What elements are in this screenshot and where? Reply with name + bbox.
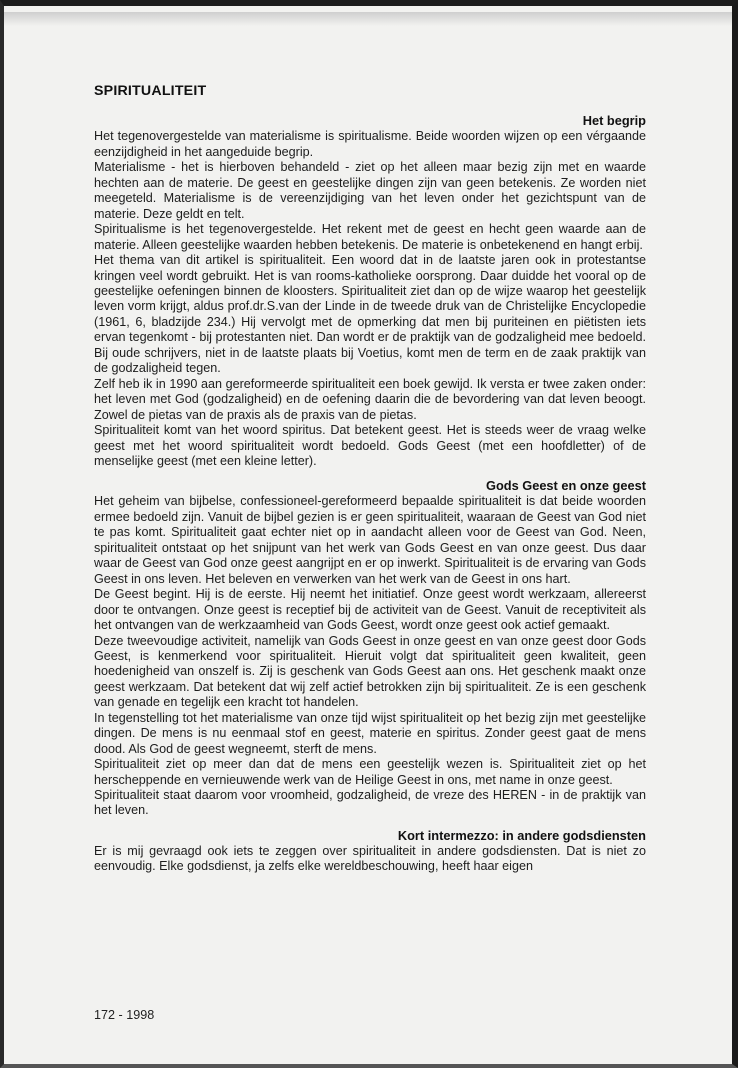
- paragraph: Het tegenovergestelde van materialisme is spiritualisme. Beide woorden wijzen op een vérgaande eenzijdigheid in het aangeduide begrip.: [94, 129, 646, 159]
- paragraph: Deze tweevoudige activiteit, namelijk van Gods Geest in onze geest en van onze geest door Gods Geest, is kenmerkend voor spiritualiteit. Hieruit volgt dat spiritualiteit geen kwaliteit, geen hoedenigheid van onszelf is. Zij is geschenk van Gods Geest aan ons. Het geschenk maakt onze geest werkzaam. Dat betekent dat wij zelf actief betrokken zijn bij spiritualiteit. Ze is een geschenk van genade en tegelijk een kracht tot handelen.: [94, 633, 646, 710]
- paragraph: Het thema van dit artikel is spiritualiteit. Een woord dat in de laatste jaren ook in protestantse kringen veel wordt gebruikt. Het is van rooms-katholieke oorsprong. Daar duidde het vooral op de geestelijke oefeningen binnen de kloosters. Spiritualiteit ziet dan op de wijze waarop het geestelijk leven vorm krijgt, aldus prof.dr.S.van der Linde in de tweede druk van de Christelijke Encyclopedie (1961, 6, bladzijde 234.) Hij vervolgt met de opmerking dat men bij puriteinen en piëtisten iets ervan tegenkomt - bij protestanten niet. Dan wordt er de praktijk van de godzaligheid mee bedoeld. Bij oude schrijvers, niet in de laatste plaats bij Voetius, komt men de term en de zaak praktijk van de godzaligheid tegen.: [94, 253, 646, 376]
- paragraph: Spiritualisme is het tegenovergestelde. Het rekent met de geest en hecht geen waarde aan de materie. Alleen geestelijke waarden hebben betekenis. De materie is onbetekenend en hangt erbij.: [94, 222, 646, 252]
- scan-shadow: [4, 12, 732, 26]
- page-number: 172 - 1998: [94, 1008, 155, 1022]
- paragraph: Spiritualiteit staat daarom voor vroomheid, godzaligheid, de vreze des HEREN - in de praktijk van het leven.: [94, 788, 646, 818]
- section-heading: Kort intermezzo: in andere godsdiensten: [397, 827, 646, 843]
- section-kort-intermezzo: [94, 828, 646, 875]
- section-het-begrip: [94, 113, 646, 469]
- paragraph: Spiritualiteit ziet op meer dan dat de mens een geestelijk wezen is. Spiritualiteit ziet op het herscheppende en vernieuwende werk van de Heilige Geest in ons, met name in onze geest.: [94, 757, 646, 787]
- paragraph: Zelf heb ik in 1990 aan gereformeerde spiritualiteit een boek gewijd. Ik versta er twee zaken onder: het leven met God (godzaligheid) en de oefening daarin die de bevordering van dat leven beoogt. Zowel de pietas van de praxis als de praxis van de pietas.: [94, 376, 646, 422]
- paragraph: Er is mij gevraagd ook iets te zeggen over spiritualiteit in andere godsdiensten. Dat is niet zo eenvoudig. Elke godsdienst, ja zelfs elke wereldbeschouwing, heeft haar eigen: [94, 843, 646, 874]
- section-heading: Het begrip: [582, 113, 646, 129]
- article-body: [94, 84, 646, 875]
- article-title: SPIRITUALITEIT: [94, 83, 207, 99]
- paragraph: In tegenstelling tot het materialisme van onze tijd wijst spiritualiteit op het bezig zijn met geestelijke dingen. De mens is nu eenmaal stof en geest, materie en spiritus. Zonder geest gaat de mens dood. Als God de geest wegneemt, sterft de mens.: [94, 710, 646, 756]
- paragraph: Materialisme - het is hierboven behandeld - ziet op het alleen maar bezig zijn met en waarde hechten aan de materie. De geest en geestelijke dingen zijn van geen betekenis. Ze worden niet meegeteld. Materialisme is de vereenzijdiging van het leven onder het gezichtspunt van de materie. Deze geldt en telt.: [94, 160, 646, 221]
- paragraph: De Geest begint. Hij is de eerste. Hij neemt het initiatief. Onze geest wordt werkzaam, allereerst door te ontvangen. Onze geest is receptief bij de activiteit van de Geest. Vanuit de receptiviteit als het ontvangen van de werkzaamheid van Gods Geest, wordt onze geest ook actief gemaakt.: [94, 587, 646, 633]
- paragraph: Het geheim van bijbelse, confessioneel-gereformeerd bepaalde spiritualiteit is dat beide woorden ermee bedoeld zijn. Vanuit de bijbel gezien is er geen spiritualiteit, waaraan de Geest van God niet te pas komt. Spiritualiteit gaat echter niet op in aandacht alleen voor de Geest van God. Neen, spiritualiteit ontstaat op het snijpunt van het werk van Gods Geest en van onze geest. Dus daar waar de Geest van God onze geest aangrijpt en er op inwerkt. Spiritualiteit is de ervaring van Gods Geest in ons leven. Het beleven en verwerken van het werk van de Geest in ons hart.: [94, 494, 646, 586]
- section-gods-geest: [94, 478, 646, 819]
- paragraph: Spiritualiteit komt van het woord spiritus. Dat betekent geest. Het is steeds weer de vraag welke geest met het woord spiritualiteit wordt bedoeld. Gods Geest (met een hoofdletter) of de menselijke geest (met een kleine letter).: [94, 423, 646, 468]
- section-heading: Gods Geest en onze geest: [485, 478, 646, 494]
